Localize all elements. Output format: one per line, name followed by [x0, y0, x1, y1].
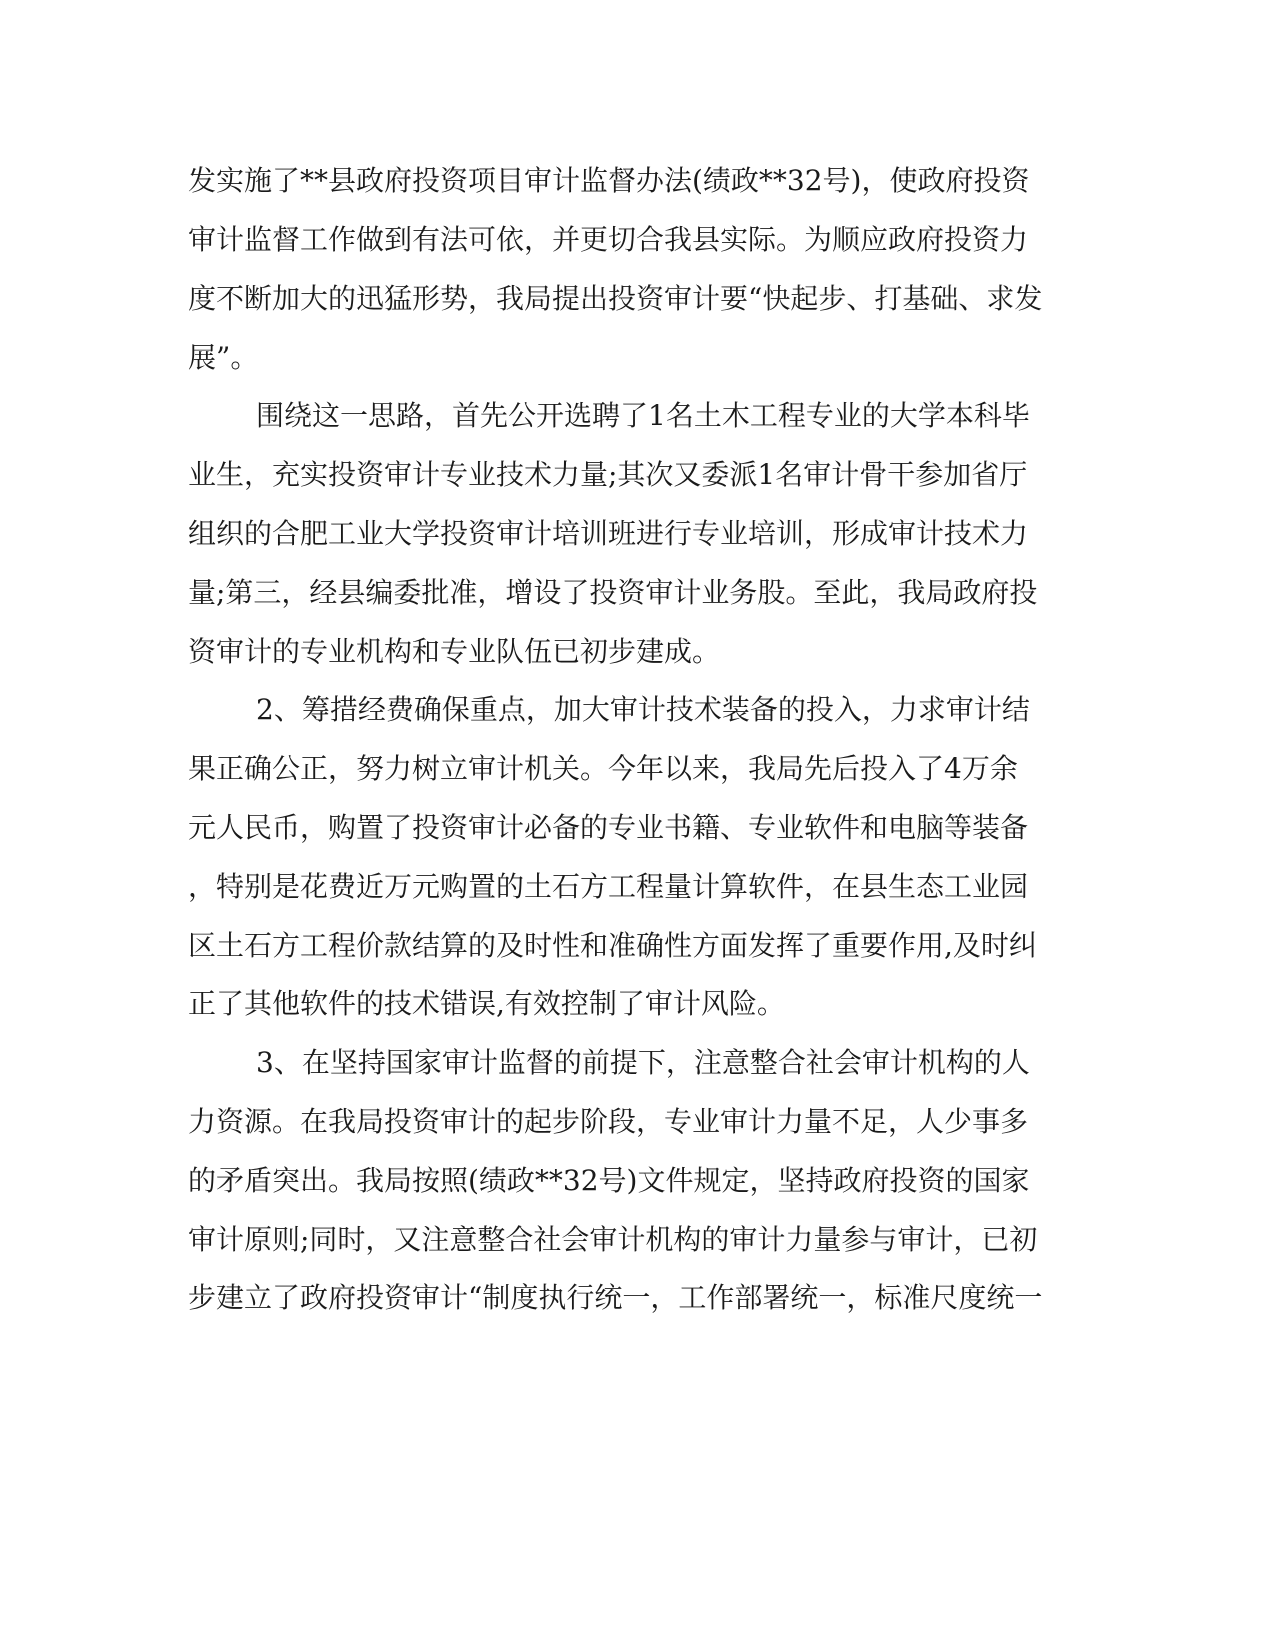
text-line: 区土石方工程价款结算的及时性和准确性方面发挥了重要作用,及时纠	[188, 929, 1037, 962]
text-line: 审计监督工作做到有法可依，并更切合我县实际。为顺应政府投资力	[188, 223, 1029, 256]
text-line: 元人民币，购置了投资审计必备的专业书籍、专业软件和电脑等装备	[188, 811, 1029, 844]
text-line: 度不断加大的迅猛形势，我局提出投资审计要“快起步、打基础、求发	[188, 282, 1043, 315]
text-line: 量;第三，经县编委批准，增设了投资审计业务股。至此，我局政府投	[188, 576, 1038, 609]
text-line: 正了其他软件的技术错误,有效控制了审计风险。	[188, 987, 785, 1020]
text-line: 的矛盾突出。我局按照(绩政**32号)文件规定，坚持政府投资的国家	[188, 1164, 1030, 1197]
text-line: 力资源。在我局投资审计的起步阶段，专业审计力量不足，人少事多	[188, 1105, 1029, 1138]
text-line: 发实施了**县政府投资项目审计监督办法(绩政**32号)，使政府投资	[188, 164, 1030, 197]
text-line: 组织的合肥工业大学投资审计培训班进行专业培训，形成审计技术力	[188, 517, 1029, 550]
text-line: 果正确公正，努力树立审计机关。今年以来，我局先后投入了4万余	[188, 752, 1018, 785]
text-line: 业生，充实投资审计专业技术力量;其次又委派1名审计骨干参加省厅	[188, 458, 1028, 491]
paragraph-first-line: 围绕这一思路，首先公开选聘了1名土木工程专业的大学本科毕	[256, 399, 1030, 432]
text-line: 资审计的专业机构和专业队伍已初步建成。	[188, 635, 721, 668]
text-line: 审计原则;同时，又注意整合社会审计机构的审计力量参与审计，已初	[188, 1223, 1038, 1256]
paragraph-first-line: 2、筹措经费确保重点，加大审计技术装备的投入，力求审计结	[256, 693, 1030, 726]
paragraph-first-line: 3、在坚持国家审计监督的前提下，注意整合社会审计机构的人	[256, 1046, 1030, 1079]
text-line: ，特别是花费近万元购置的土石方工程量计算软件，在县生态工业园	[188, 870, 1029, 903]
text-line: 展”。	[188, 341, 259, 374]
text-line: 步建立了政府投资审计“制度执行统一，工作部署统一，标准尺度统一	[188, 1281, 1043, 1314]
